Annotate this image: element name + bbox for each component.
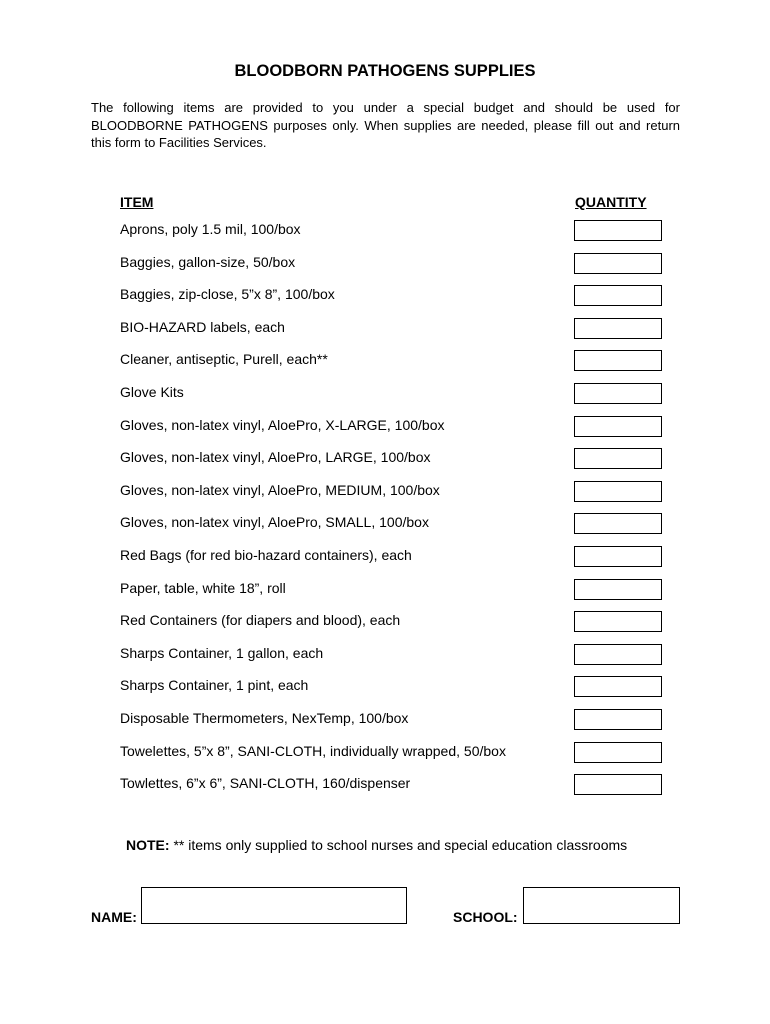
quantity-column-header: QUANTITY bbox=[575, 194, 647, 210]
item-label: Gloves, non-latex vinyl, AloePro, SMALL, 100/box bbox=[120, 514, 429, 531]
item-label: Gloves, non-latex vinyl, AloePro, LARGE, 100/box bbox=[120, 449, 431, 466]
list-item bbox=[0, 769, 770, 802]
note bbox=[126, 837, 627, 853]
item-label: Cleaner, antiseptic, Purell, each** bbox=[120, 351, 328, 368]
list-item bbox=[0, 313, 770, 346]
supply-list bbox=[0, 215, 770, 802]
list-item bbox=[0, 411, 770, 444]
item-label: Glove Kits bbox=[120, 383, 184, 400]
list-item bbox=[0, 508, 770, 541]
list-item bbox=[0, 639, 770, 672]
quantity-field[interactable] bbox=[574, 774, 662, 795]
item-label: Sharps Container, 1 gallon, each bbox=[120, 644, 324, 661]
item-label: Paper, table, white 18”, roll bbox=[120, 579, 286, 596]
item-label: Aprons, poly 1.5 mil, 100/box bbox=[120, 221, 301, 237]
item-label: Baggies, gallon-size, 50/box bbox=[120, 253, 296, 270]
quantity-field[interactable] bbox=[574, 709, 662, 730]
quantity-field[interactable] bbox=[574, 350, 662, 371]
list-item bbox=[0, 671, 770, 704]
list-item bbox=[0, 248, 770, 281]
list-item bbox=[0, 378, 770, 411]
quantity-field[interactable] bbox=[574, 481, 662, 502]
name-label: NAME: bbox=[91, 909, 137, 925]
item-label: BIO-HAZARD labels, each bbox=[120, 318, 285, 335]
item-label: Red Bags (for red bio-hazard containers), each bbox=[120, 546, 412, 563]
quantity-field[interactable] bbox=[574, 285, 662, 306]
item-label: Baggies, zip-close, 5”x 8”, 100/box bbox=[120, 286, 335, 303]
page-title: BLOODBORN PATHOGENS SUPPLIES bbox=[234, 62, 536, 80]
school-field[interactable] bbox=[523, 887, 680, 924]
quantity-field[interactable] bbox=[574, 579, 662, 600]
item-column-header: ITEM bbox=[120, 194, 154, 210]
quantity-field[interactable] bbox=[574, 383, 662, 404]
list-item bbox=[0, 280, 770, 313]
list-item bbox=[0, 476, 770, 509]
list-item bbox=[0, 443, 770, 476]
quantity-field[interactable] bbox=[574, 416, 662, 437]
list-item bbox=[0, 704, 770, 737]
item-label: Gloves, non-latex vinyl, AloePro, MEDIUM, 100/box bbox=[120, 481, 440, 498]
quantity-field[interactable] bbox=[574, 513, 662, 534]
quantity-field[interactable] bbox=[574, 253, 662, 274]
item-label: Gloves, non-latex vinyl, AloePro, X-LARGE, 100/box bbox=[120, 416, 445, 433]
list-item bbox=[0, 737, 770, 770]
quantity-field[interactable] bbox=[574, 546, 662, 567]
school-label: SCHOOL: bbox=[453, 909, 518, 925]
quantity-field[interactable] bbox=[574, 220, 662, 241]
quantity-field[interactable] bbox=[574, 676, 662, 697]
item-label: Towlettes, 6”x 6”, SANI-CLOTH, 160/dispenser bbox=[120, 775, 411, 792]
list-item bbox=[0, 574, 770, 607]
note-text: ** items only supplied to school nurses and special education classrooms bbox=[169, 837, 628, 853]
item-label: Disposable Thermometers, NexTemp, 100/box bbox=[120, 709, 409, 726]
list-item bbox=[0, 606, 770, 639]
quantity-field[interactable] bbox=[574, 742, 662, 763]
item-label: Sharps Container, 1 pint, each bbox=[120, 677, 309, 694]
intro-paragraph: The following items are provided to you under a special budget and should be used for BLOODBORNE PATHOGENS purposes only. When supplies are needed, please fill out and return this form to Facilities Services. bbox=[91, 100, 680, 150]
list-item bbox=[0, 541, 770, 574]
quantity-field[interactable] bbox=[574, 644, 662, 665]
quantity-field[interactable] bbox=[574, 611, 662, 632]
item-label: Red Containers (for diapers and blood), each bbox=[120, 612, 401, 629]
list-item bbox=[0, 215, 770, 248]
name-field[interactable] bbox=[141, 887, 407, 924]
item-label: Towelettes, 5”x 8”, SANI-CLOTH, individually wrapped, 50/box bbox=[120, 742, 506, 759]
quantity-field[interactable] bbox=[574, 448, 662, 469]
note-label: NOTE: bbox=[126, 837, 170, 853]
quantity-field[interactable] bbox=[574, 318, 662, 339]
list-item bbox=[0, 345, 770, 378]
